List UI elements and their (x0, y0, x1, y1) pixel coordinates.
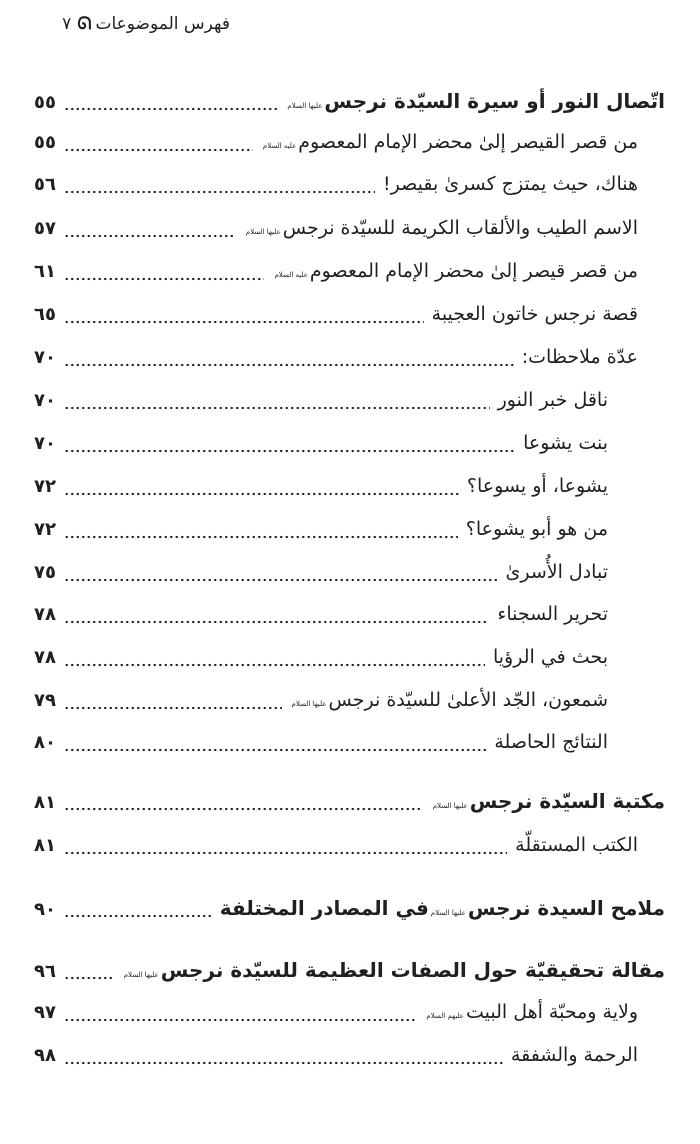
entry-title: تحرير السجناء (497, 603, 608, 625)
toc-entry[interactable] (34, 426, 608, 460)
entry-page-number: ٨١ (34, 792, 56, 813)
entry-page-number: ٧٢ (34, 519, 56, 540)
entry-page-number: ٧٩ (34, 690, 56, 711)
entry-page-number: ٧٠ (34, 433, 56, 454)
entry-title-continued: في المصادر المختلفة (219, 896, 429, 920)
honorific-mark: عليها السلام (245, 228, 281, 236)
honorific-mark: عليها السلام (430, 909, 466, 917)
dot-leader (64, 663, 485, 667)
entry-title: ملامح السيدة نرجس (467, 896, 665, 920)
entry-page-number: ٧٠ (34, 390, 56, 411)
ornament-icon: ᘏ (77, 14, 90, 34)
entry-page-number: ٦٥ (34, 304, 56, 325)
entry-page-number: ٧٨ (34, 647, 56, 668)
toc-entry[interactable] (34, 254, 638, 288)
entry-page-number: ٩٧ (34, 1002, 56, 1023)
entry-page-number: ٥٥ (34, 92, 56, 113)
entry-page-number: ٩٦ (34, 961, 56, 982)
entry-title: اتّصال النور أو سيرة السيّدة نرجس (324, 89, 665, 113)
entry-title: تبادل الأُسرىٰ (505, 561, 608, 583)
entry-title: عدّة ملاحظات: (521, 346, 638, 368)
entry-page-number: ٧٥ (34, 562, 56, 583)
entry-page-number: ٥٧ (34, 218, 56, 239)
entry-title: هناك، حيث يمتزج كسرىٰ بقيصر! (383, 173, 638, 195)
honorific-mark: عليها السلام (123, 971, 159, 979)
honorific-mark: عليها السلام (432, 802, 468, 810)
entry-title: الاسم الطيب والألقاب الكريمة للسيّدة نرجس (282, 217, 638, 239)
entry-page-number: ٧٨ (34, 604, 56, 625)
dot-leader (64, 807, 423, 811)
toc-entry[interactable] (34, 125, 638, 159)
toc-entry[interactable] (34, 725, 608, 759)
toc-entry[interactable] (34, 512, 608, 546)
entry-title: ولاية ومحبّة أهل البيت (465, 1001, 638, 1023)
entry-title: بحث في الرؤيا (492, 646, 608, 668)
toc-entry[interactable] (34, 469, 608, 503)
toc-entry[interactable] (34, 555, 608, 589)
toc-entry[interactable] (34, 167, 638, 201)
entry-title: من قصر القيصر إلىٰ محضر الإمام المعصوم (298, 131, 638, 153)
honorific-mark: عليها السلام (287, 102, 323, 110)
entry-page-number: ٩٠ (34, 899, 56, 920)
entry-page-number: ٥٦ (34, 174, 56, 195)
entry-title: شمعون، الجّد الأعلىٰ للسيّدة نرجس (328, 689, 608, 711)
toc-entry[interactable] (34, 297, 638, 331)
entry-title: الرحمة والشفقة (510, 1044, 638, 1066)
dot-leader (64, 851, 507, 855)
entry-title: بنت يشوعا (523, 432, 608, 454)
entry-page-number: ٨٠ (34, 732, 56, 753)
toc-entry[interactable] (34, 891, 665, 925)
dot-leader (64, 277, 264, 281)
entry-page-number: ٧٠ (34, 347, 56, 368)
dot-leader (64, 914, 212, 918)
honorific-mark: عليهم السلام (426, 1012, 464, 1020)
toc-entry[interactable] (34, 1038, 638, 1072)
entry-title: من هو أبو يشوعا؟ (465, 518, 608, 540)
dot-leader (64, 320, 424, 324)
dot-leader (64, 406, 490, 410)
dot-leader (64, 620, 489, 624)
toc-entry[interactable] (34, 995, 638, 1029)
running-header (30, 14, 230, 34)
dot-leader (64, 107, 277, 111)
entry-title: ناقل خبر النور (497, 389, 608, 411)
dot-leader (64, 976, 114, 980)
entry-title: الكتب المستقلّة (515, 834, 638, 856)
dot-leader (64, 449, 515, 453)
honorific-mark: عليها السلام (291, 700, 327, 708)
header-page-number: ٧ (62, 14, 72, 34)
toc-entry[interactable] (34, 828, 638, 862)
toc-entry[interactable] (34, 383, 608, 417)
toc-entry[interactable] (34, 683, 608, 717)
dot-leader (64, 492, 459, 496)
dot-leader (64, 748, 486, 752)
toc-entry[interactable] (34, 953, 665, 987)
dot-leader (64, 234, 236, 238)
dot-leader (64, 190, 375, 194)
dot-leader (64, 706, 282, 710)
dot-leader (64, 578, 498, 582)
entry-page-number: ٦١ (34, 261, 56, 282)
entry-page-number: ٨١ (34, 835, 56, 856)
dot-leader (64, 535, 458, 539)
dot-leader (64, 1018, 416, 1022)
entry-title: يشوعا، أو يسوعا؟ (466, 475, 608, 497)
toc-entry[interactable] (34, 597, 608, 631)
dot-leader (64, 148, 253, 152)
entry-title: من قصر قيصر إلىٰ محضر الإمام المعصوم (309, 260, 638, 282)
entry-title: مقالة تحقيقيّة حول الصفات العظيمة للسيّدة نرجس (160, 958, 665, 982)
entry-page-number: ٩٨ (34, 1045, 56, 1066)
entry-title: مكتبة السيّدة نرجس (469, 789, 665, 813)
entry-page-number: ٧٢ (34, 476, 56, 497)
honorific-mark: عليه السلام (262, 142, 297, 150)
toc-entry[interactable] (34, 84, 665, 118)
toc-entry[interactable] (34, 211, 638, 245)
dot-leader (64, 363, 514, 367)
header-title: فهرس الموضوعات (95, 14, 230, 34)
entry-title: قصة نرجس خاتون العجيبة (431, 303, 638, 325)
toc-entry[interactable] (34, 784, 665, 818)
entry-page-number: ٥٥ (34, 132, 56, 153)
dot-leader (64, 1061, 503, 1065)
entry-title: النتائج الحاصلة (494, 731, 608, 753)
honorific-mark: عليه السلام (274, 271, 308, 279)
toc-entry[interactable] (34, 640, 608, 674)
toc-entry[interactable] (34, 340, 638, 374)
